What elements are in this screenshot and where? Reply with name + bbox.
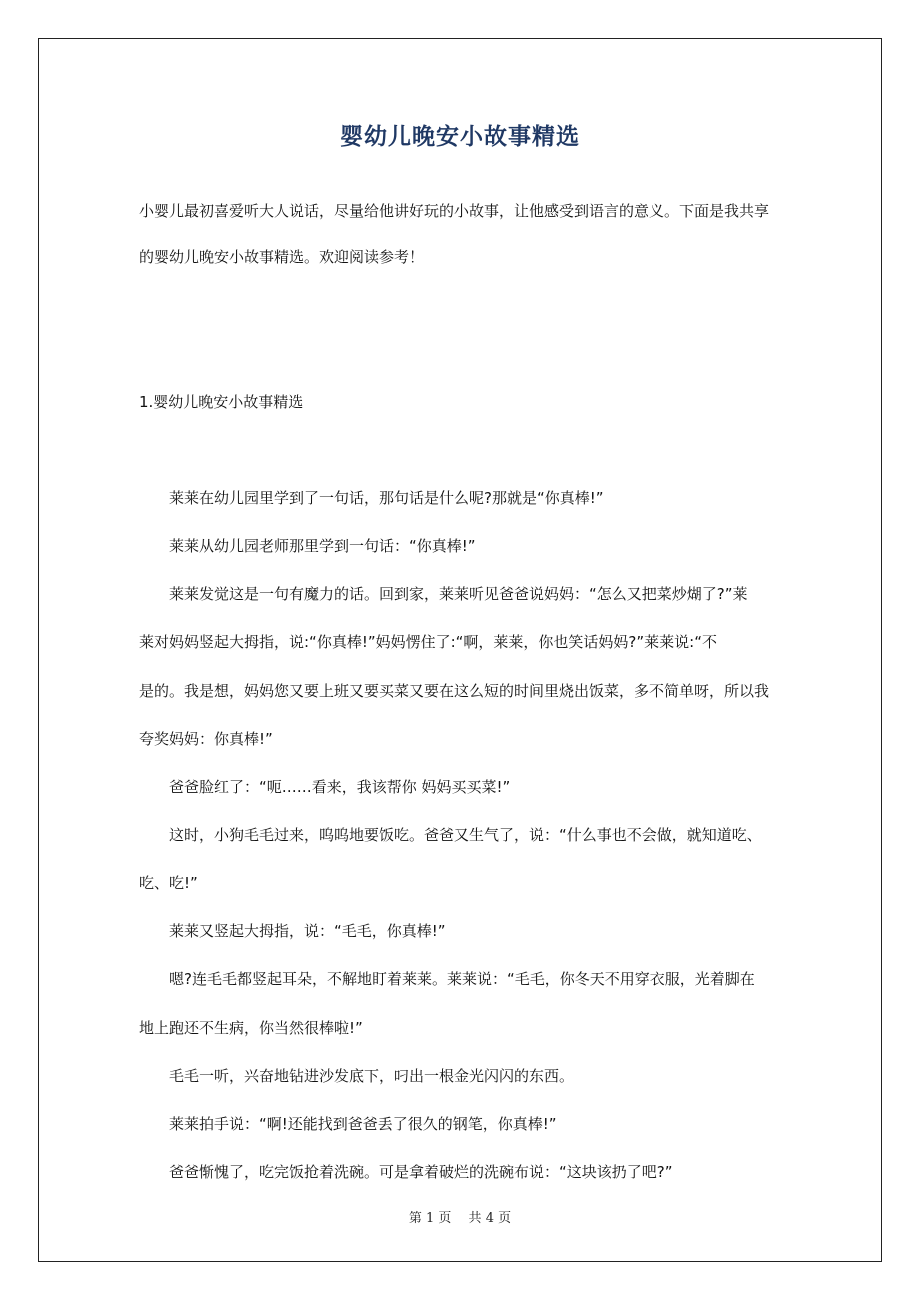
story-line: 这时，小狗毛毛过来，呜呜地要饭吃。爸爸又生气了，说：“什么事也不会做，就知道吃、 <box>139 826 762 844</box>
intro-line: 小婴儿最初喜爱听大人说话，尽量给他讲好玩的小故事，让他感受到语言的意义。下面是我共享 <box>139 202 770 220</box>
story-line: 莱莱又竖起大拇指，说：“毛毛，你真棒!” <box>139 922 446 940</box>
intro-line: 的婴幼儿晚安小故事精选。欢迎阅读参考！ <box>139 248 425 266</box>
story-line: 爸爸惭愧了，吃完饭抢着洗碗。可是拿着破烂的洗碗布说：“这块该扔了吧?” <box>139 1163 673 1181</box>
story-line: 莱对妈妈竖起大拇指，说:“你真棒!”妈妈愣住了:“啊，莱莱，你也笑话妈妈?”莱莱说:“不 <box>139 633 717 651</box>
story-line: 毛毛一听，兴奋地钻进沙发底下，叼出一根金光闪闪的东西。 <box>139 1067 575 1085</box>
section-heading: 1.婴幼儿晚安小故事精选 <box>139 393 304 411</box>
story-line: 是的。我是想，妈妈您又要上班又要买菜又要在这么短的时间里烧出饭菜，多不简单呀，所以我 <box>139 682 770 700</box>
page-footer <box>0 1207 920 1226</box>
story-line: 莱莱从幼儿园老师那里学到一句话：“你真棒!” <box>139 537 476 555</box>
story-line: 嗯?连毛毛都竖起耳朵，不解地盯着莱莱。莱莱说：“毛毛，你冬天不用穿衣服，光着脚在 <box>139 970 755 988</box>
document-title: 婴幼儿晚安小故事精选 <box>340 124 580 150</box>
story-line: 夸奖妈妈：你真棒!” <box>139 730 273 748</box>
story-line: 吃、吃!” <box>139 874 198 892</box>
story-line: 地上跑还不生病，你当然很棒啦!” <box>139 1019 363 1037</box>
story-line: 莱莱拍手说：“啊!还能找到爸爸丢了很久的钢笔，你真棒!” <box>139 1115 557 1133</box>
story-line: 莱莱在幼儿园里学到了一句话，那句话是什么呢?那就是“你真棒!” <box>139 489 604 507</box>
story-line: 莱莱发觉这是一句有魔力的话。回到家，莱莱听见爸爸说妈妈：“怎么又把菜炒煳了?”莱 <box>139 585 748 603</box>
story-line: 爸爸脸红了：“呃……看来，我该帮你 妈妈买买菜!” <box>139 778 511 796</box>
page-number: 第 1 页 共 4 页 <box>408 1211 512 1226</box>
